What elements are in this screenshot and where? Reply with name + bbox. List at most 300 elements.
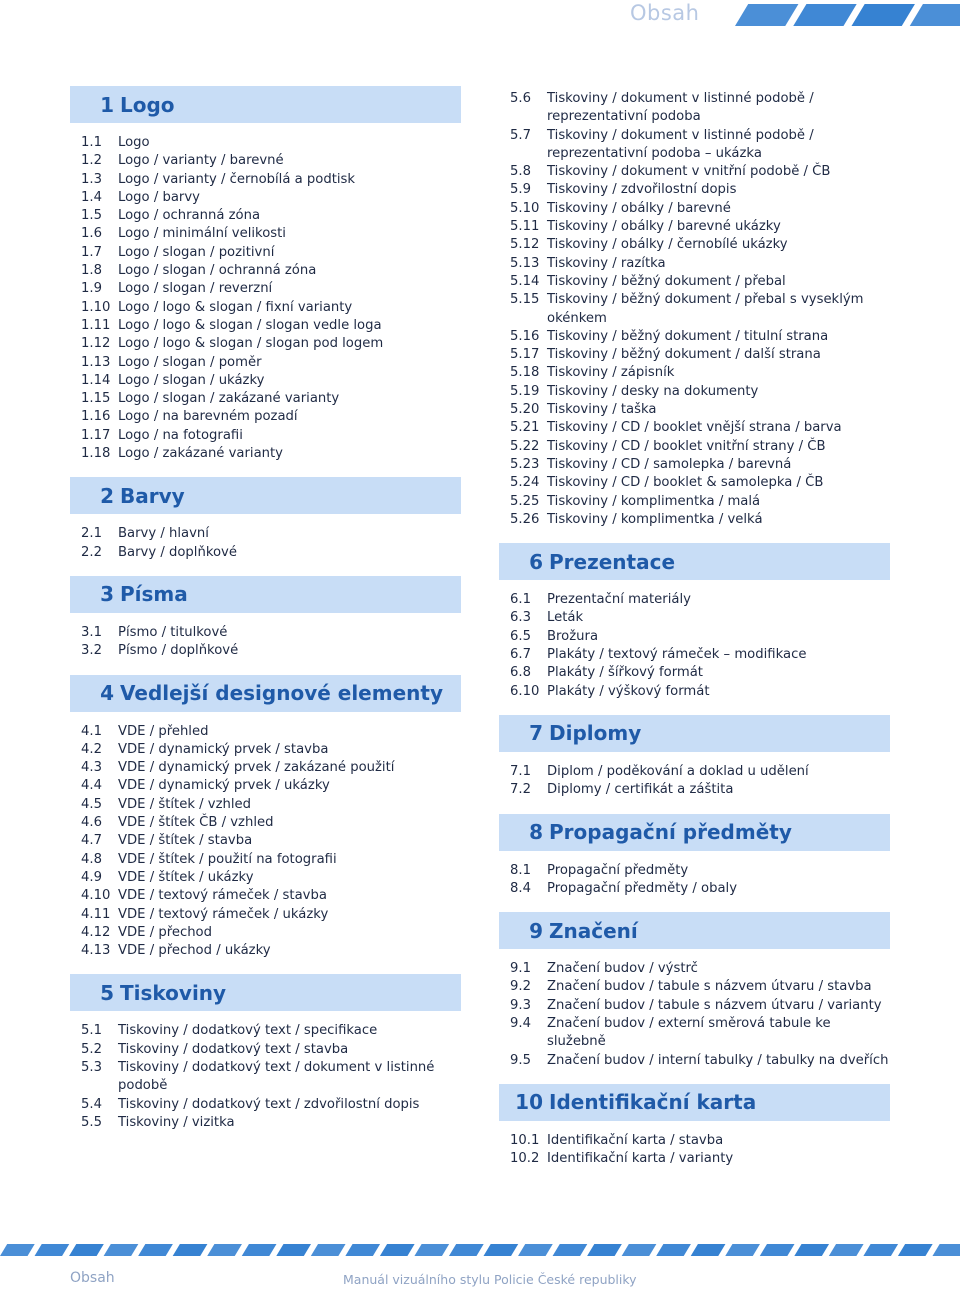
toc-entry-number: 3.1	[81, 624, 102, 640]
toc-entry-title: VDE / štítek / stavba	[118, 833, 253, 849]
toc-entry[interactable]	[70, 525, 461, 543]
toc-entry-title: Tiskoviny / obálky / černobílé ukázky	[547, 237, 788, 253]
toc-entry[interactable]	[499, 862, 890, 880]
toc-entry-number: 7.1	[510, 763, 531, 779]
toc-entry-title: Plakáty / textový rámeček – modifikace	[547, 647, 807, 663]
toc-entry-number: 1.2	[81, 153, 102, 169]
toc-entry-number: 1.6	[81, 226, 102, 242]
toc-entry[interactable]	[499, 474, 890, 492]
toc-entry-number: 2.2	[81, 544, 102, 560]
toc-entry[interactable]	[70, 1114, 461, 1132]
footer-manual-title: Manuál vizuálního stylu Policie České republiky	[343, 1272, 637, 1287]
toc-entry[interactable]	[499, 960, 890, 978]
toc-entry-title: Písmo / titulkové	[118, 624, 228, 640]
toc-entry-number: 5.20	[510, 402, 540, 418]
stripe-segment	[69, 1244, 104, 1256]
toc-entry-title: Tiskoviny / dokument v vnitřní podobě / ČB	[547, 164, 831, 180]
toc-entry[interactable]	[499, 383, 890, 401]
stripe-segment	[852, 4, 915, 26]
section-number: 4	[100, 681, 114, 706]
toc-entry-number: 10.2	[510, 1151, 540, 1167]
toc-entry-title: Brožura	[547, 628, 599, 644]
toc-entry-number: 6.7	[510, 647, 531, 663]
toc-entry-number: 10.1	[510, 1132, 540, 1148]
toc-item-list	[499, 1132, 890, 1169]
section-title: Značení	[549, 918, 638, 943]
toc-entry-number: 4.5	[81, 796, 102, 812]
toc-entry-number: 5.3	[81, 1059, 102, 1075]
section-title: Propagační předměty	[549, 820, 792, 844]
toc-entry[interactable]	[70, 299, 461, 317]
toc-entry-number: 1.4	[81, 189, 102, 205]
toc-entry-number: 6.1	[510, 592, 531, 608]
toc-entry-number: 5.6	[510, 91, 531, 106]
toc-entry[interactable]	[499, 1015, 890, 1052]
toc-entry-number: 9.4	[510, 1015, 531, 1031]
stripe-segment	[587, 1244, 622, 1256]
toc-entry-number: 1.17	[81, 427, 111, 443]
page-header-title: Obsah	[630, 1, 700, 25]
toc-entry[interactable]	[70, 1059, 461, 1096]
toc-entry-title: VDE / přehled	[118, 723, 209, 739]
toc-entry-title: Logo / na fotografii	[118, 427, 243, 443]
toc-entry-number: 5.25	[510, 493, 540, 509]
toc-item-list	[70, 525, 461, 562]
section-number: 3	[100, 582, 114, 607]
toc-entry-title: Písmo / doplňkové	[118, 643, 239, 659]
toc-entry-number: 1.16	[81, 409, 111, 425]
toc-entry[interactable]	[499, 683, 890, 701]
toc-entry[interactable]	[499, 591, 890, 609]
toc-entry-number: 2.1	[81, 526, 102, 542]
toc-entry-number: 4.9	[81, 869, 102, 885]
toc-entry[interactable]	[70, 1041, 461, 1059]
toc-entry[interactable]	[70, 887, 461, 905]
toc-entry-number: 4.7	[81, 833, 102, 849]
toc-entry-title: Tiskoviny / dodatkový text / zdvořilostní dopis	[118, 1096, 420, 1112]
toc-entry[interactable]	[70, 832, 461, 850]
toc-entry[interactable]	[70, 924, 461, 942]
toc-entry[interactable]	[499, 763, 890, 781]
toc-entry-title: Značení budov / tabule s názvem útvaru / stavba	[547, 979, 872, 995]
stripe-segment	[793, 4, 856, 26]
section-heading[interactable]	[499, 543, 890, 580]
section-number: 8	[529, 820, 543, 844]
toc-entry-number: 5.16	[510, 328, 540, 344]
toc-entry-number: 1.3	[81, 171, 102, 187]
section-title: Tiskoviny	[120, 980, 227, 1005]
toc-entry[interactable]	[499, 438, 890, 456]
toc-entry-number: 1.11	[81, 317, 111, 333]
toc-entry[interactable]	[499, 628, 890, 646]
toc-entry-title: Tiskoviny / komplimentka / velká	[547, 511, 763, 527]
toc-entry-title: Identifikační karta / varianty	[547, 1151, 734, 1167]
toc-entry-number: 7.2	[510, 782, 531, 798]
toc-entry-number: 5.23	[510, 456, 540, 472]
toc-entry[interactable]	[70, 335, 461, 353]
footer-stripes-decoration	[0, 1244, 960, 1266]
toc-entry-title: Logo / logo & slogan / fixní varianty	[118, 299, 353, 315]
toc-entry[interactable]	[499, 255, 890, 273]
stripe-segment	[735, 4, 798, 26]
toc-entry-number: 5.21	[510, 420, 540, 436]
toc-entry[interactable]	[499, 646, 890, 664]
toc-entry-title: VDE / štítek ČB / vzhled	[118, 815, 274, 831]
toc-entry[interactable]	[70, 408, 461, 426]
toc-entry[interactable]	[499, 609, 890, 627]
toc-entry-title: Tiskoviny / běžný dokument / přebal s vyseklým okénkem	[547, 292, 864, 326]
toc-entry-title: Značení budov / tabule s názvem útvaru / varianty	[547, 997, 882, 1013]
toc-entry-title: Značení budov / výstrč	[547, 961, 698, 977]
stripe-segment	[207, 1244, 242, 1256]
toc-entry[interactable]	[70, 262, 461, 280]
toc-entry[interactable]	[70, 1096, 461, 1114]
stripe-segment	[898, 1244, 933, 1256]
toc-entry-number: 8.4	[510, 880, 531, 896]
section-heading[interactable]	[499, 912, 890, 949]
toc-entry-title: Prezentační materiály	[547, 592, 691, 608]
section-heading[interactable]	[70, 86, 461, 123]
stripe-segment	[484, 1244, 519, 1256]
toc-entry[interactable]	[70, 390, 461, 408]
toc-entry-title: Plakáty / šířkový formát	[547, 665, 703, 681]
toc-entry-title: Diplom / poděkování a doklad u udělení	[547, 763, 809, 779]
toc-entry-title: Tiskoviny / desky na dokumenty	[547, 383, 759, 399]
stripe-segment	[35, 1244, 70, 1256]
toc-entry-title: Tiskoviny / obálky / barevné	[547, 200, 731, 216]
toc-entry-title: Logo / zakázané varianty	[118, 446, 283, 462]
toc-entry-title: Tiskoviny / dodatkový text / specifikace	[118, 1023, 378, 1039]
toc-entry-title: Logo	[118, 135, 150, 150]
toc-entry[interactable]	[70, 796, 461, 814]
toc-entry[interactable]	[499, 328, 890, 346]
toc-entry[interactable]	[499, 419, 890, 437]
toc-entry[interactable]	[70, 317, 461, 335]
toc-entry-title: Logo / slogan / ukázky	[118, 372, 265, 388]
stripe-segment	[104, 1244, 139, 1256]
section-heading[interactable]	[499, 814, 890, 851]
toc-entry[interactable]	[70, 134, 461, 152]
toc-entry-number: 5.5	[81, 1114, 102, 1130]
section-heading[interactable]	[70, 576, 461, 613]
toc-item-list	[499, 862, 890, 899]
toc-entry-number: 4.12	[81, 924, 111, 940]
toc-entry-title: Tiskoviny / dodatkový text / stavba	[118, 1041, 349, 1057]
toc-entry-title: Tiskoviny / zápisník	[547, 365, 675, 381]
toc-entry-title: Propagační předměty / obaly	[547, 880, 738, 896]
stripe-segment	[691, 1244, 726, 1256]
toc-entry[interactable]	[499, 493, 890, 511]
toc-entry-title: VDE / dynamický prvek / stavba	[118, 741, 329, 757]
toc-entry-title: Tiskoviny / obálky / barevné ukázky	[547, 219, 781, 235]
toc-entry-title: Identifikační karta / stavba	[547, 1132, 724, 1148]
toc-entry-title: Tiskoviny / taška	[547, 402, 657, 418]
section-heading[interactable]	[499, 715, 890, 752]
stripe-segment	[414, 1244, 449, 1256]
toc-entry-title: Tiskoviny / dokument v listinné podobě / reprezentativní podoba	[547, 91, 814, 125]
stripe-segment	[910, 4, 960, 26]
stripe-segment	[518, 1244, 553, 1256]
toc-entry-title: Logo / slogan / pozitivní	[118, 244, 275, 260]
toc-entry-title: Tiskoviny / běžný dokument / přebal	[547, 273, 786, 289]
toc-entry[interactable]	[70, 624, 461, 642]
toc-item-list	[499, 591, 890, 701]
stripe-segment	[345, 1244, 380, 1256]
toc-entry-number: 5.15	[510, 292, 540, 308]
toc-entry[interactable]	[70, 851, 461, 869]
toc-entry-title: Tiskoviny / dokument v listinné podobě / reprezentativní podoba – ukázka	[547, 127, 814, 161]
toc-entry-number: 4.2	[81, 741, 102, 757]
toc-entry-number: 1.10	[81, 299, 111, 315]
toc-entry[interactable]	[499, 401, 890, 419]
toc-entry[interactable]	[499, 163, 890, 181]
section-number: 7	[529, 721, 543, 746]
toc-entry-number: 5.9	[510, 182, 531, 198]
toc-entry-number: 4.6	[81, 815, 102, 831]
section-number: 2	[100, 483, 114, 508]
toc-entry-number: 4.3	[81, 760, 102, 776]
toc-entry-number: 5.26	[510, 511, 540, 527]
stripe-segment	[829, 1244, 864, 1256]
toc-entry-number: 4.8	[81, 851, 102, 867]
stripe-segment	[276, 1244, 311, 1256]
toc-entry-title: Tiskoviny / dodatkový text / dokument v listinné podobě	[118, 1059, 435, 1094]
toc-entry[interactable]	[499, 978, 890, 996]
toc-item-list	[499, 90, 890, 529]
toc-entry-number: 1.9	[81, 281, 102, 297]
section-number: 9	[529, 918, 543, 943]
toc-entry-number: 5.18	[510, 365, 540, 381]
toc-item-list	[70, 723, 461, 961]
section-title: Identifikační karta	[549, 1090, 757, 1115]
toc-entry-title: Logo / varianty / černobílá a podtisk	[118, 171, 356, 187]
toc-entry-number: 6.8	[510, 665, 531, 681]
toc-entry-number: 5.8	[510, 164, 531, 180]
toc-entry-title: Logo / slogan / poměr	[118, 354, 262, 370]
toc-entry-number: 5.24	[510, 475, 540, 491]
toc-entry-number: 5.7	[510, 127, 531, 143]
toc-entry-title: Logo / ochranná zóna	[118, 208, 261, 224]
toc-entry-title: VDE / přechod	[118, 924, 212, 940]
section-title: Logo	[120, 92, 175, 117]
toc-entry[interactable]	[70, 207, 461, 225]
toc-entry[interactable]	[70, 445, 461, 463]
toc-entry[interactable]	[499, 127, 890, 164]
toc-entry[interactable]	[499, 1052, 890, 1070]
toc-entry-title: Logo / varianty / barevné	[118, 153, 284, 169]
stripe-segment	[173, 1244, 208, 1256]
toc-entry-number: 1.7	[81, 244, 102, 260]
toc-entry[interactable]	[70, 869, 461, 887]
toc-entry-number: 8.1	[510, 862, 531, 878]
stripe-segment	[622, 1244, 657, 1256]
toc-entry-number: 1.5	[81, 208, 102, 224]
toc-entry-title: Značení budov / externí směrová tabule ke služebně	[547, 1015, 831, 1050]
toc-entry-number: 5.14	[510, 273, 540, 289]
toc-entry-title: Logo / minimální velikosti	[118, 226, 286, 242]
toc-entry[interactable]	[499, 291, 890, 328]
toc-entry[interactable]	[70, 427, 461, 445]
toc-entry-title: Tiskoviny / vizitka	[118, 1114, 235, 1130]
toc-entry[interactable]	[70, 171, 461, 189]
stripe-segment	[449, 1244, 484, 1256]
toc-entry-title: VDE / štítek / použití na fotografii	[118, 851, 337, 867]
toc-entry-title: Tiskoviny / razítka	[547, 255, 666, 271]
toc-entry-number: 6.5	[510, 628, 531, 644]
section-title: Diplomy	[549, 721, 642, 746]
toc-entry-number: 6.3	[510, 610, 531, 626]
section-heading[interactable]	[499, 1084, 890, 1121]
stripe-segment	[311, 1244, 346, 1256]
stripe-segment	[863, 1244, 898, 1256]
toc-entry-number: 4.4	[81, 778, 102, 794]
toc-item-list	[70, 1022, 461, 1132]
section-number: 6	[529, 549, 543, 574]
section-number: 10	[515, 1090, 543, 1115]
toc-entry[interactable]	[499, 1132, 890, 1150]
toc-entry-number: 5.11	[510, 219, 540, 235]
toc-entry[interactable]	[70, 372, 461, 390]
toc-entry-title: Diplomy / certifikát a záštita	[547, 782, 734, 798]
toc-right-column	[499, 86, 890, 1182]
footer-section-label: Obsah	[70, 1270, 115, 1286]
toc-entry[interactable]	[70, 741, 461, 759]
toc-entry[interactable]	[499, 364, 890, 382]
toc-entry-title: Propagační předměty	[547, 862, 689, 878]
toc-entry[interactable]	[70, 152, 461, 170]
toc-entry-number: 1.8	[81, 263, 102, 279]
section-title: Vedlejší designové elementy	[120, 681, 443, 706]
section-title: Barvy	[120, 483, 185, 508]
toc-item-list	[70, 134, 461, 463]
toc-entry-number: 9.3	[510, 997, 531, 1013]
toc-entry[interactable]	[70, 814, 461, 832]
toc-entry[interactable]	[70, 906, 461, 924]
toc-entry-title: Barvy / doplňkové	[118, 544, 237, 560]
stripe-segment	[760, 1244, 795, 1256]
toc-entry[interactable]	[70, 1022, 461, 1040]
toc-entry-title: Tiskoviny / zdvořilostní dopis	[547, 182, 737, 198]
toc-entry[interactable]	[499, 664, 890, 682]
toc-entry[interactable]	[499, 1150, 890, 1168]
stripe-segment	[138, 1244, 173, 1256]
toc-entry-title: Tiskoviny / komplimentka / malá	[547, 493, 761, 509]
toc-entry-title: VDE / dynamický prvek / ukázky	[118, 778, 330, 794]
toc-entry-number: 1.12	[81, 336, 111, 352]
toc-entry[interactable]	[499, 456, 890, 474]
stripe-segment	[380, 1244, 415, 1256]
toc-entry[interactable]	[70, 759, 461, 777]
header-stripes-decoration	[735, 4, 960, 26]
toc-entry-number: 3.2	[81, 643, 102, 659]
toc-entry-title: Tiskoviny / CD / samolepka / barevná	[547, 456, 792, 472]
section-title: Prezentace	[549, 549, 676, 574]
section-heading[interactable]	[70, 675, 461, 712]
toc-entry[interactable]	[499, 346, 890, 364]
toc-item-list	[499, 960, 890, 1070]
toc-entry-number: 1.18	[81, 446, 111, 462]
toc-entry[interactable]	[499, 90, 890, 127]
toc-entry-title: VDE / štítek / vzhled	[118, 796, 252, 812]
toc-entry-title: Logo / slogan / reverzní	[118, 281, 273, 297]
toc-entry[interactable]	[499, 880, 890, 898]
toc-entry-title: Logo / slogan / ochranná zóna	[118, 263, 317, 279]
toc-entry-number: 9.1	[510, 961, 531, 977]
toc-entry-number: 4.11	[81, 906, 111, 922]
toc-entry-number: 1.15	[81, 391, 111, 407]
toc-entry[interactable]	[70, 544, 461, 562]
toc-entry-title: Značení budov / interní tabulky / tabulky na dveřích	[547, 1052, 889, 1068]
toc-entry[interactable]	[499, 781, 890, 799]
stripe-segment	[0, 1244, 35, 1256]
toc-entry-number: 5.12	[510, 237, 540, 253]
toc-entry-number: 1.14	[81, 372, 111, 388]
toc-entry-number: 5.17	[510, 347, 540, 363]
toc-left-column	[70, 86, 461, 1146]
toc-entry-number: 9.5	[510, 1052, 531, 1068]
toc-entry-number: 5.2	[81, 1041, 102, 1057]
toc-entry[interactable]	[499, 236, 890, 254]
toc-entry-number: 9.2	[510, 979, 531, 995]
toc-entry[interactable]	[499, 200, 890, 218]
toc-entry-number: 5.13	[510, 255, 540, 271]
toc-item-list	[499, 763, 890, 800]
toc-entry[interactable]	[70, 189, 461, 207]
toc-entry-title: Leták	[547, 610, 584, 626]
toc-entry-title: Plakáty / výškový formát	[547, 683, 710, 699]
toc-entry[interactable]	[70, 942, 461, 960]
section-number: 5	[100, 980, 114, 1005]
toc-entry[interactable]	[499, 273, 890, 291]
toc-entry-title: Logo / logo & slogan / slogan vedle loga	[118, 317, 382, 333]
toc-entry[interactable]	[499, 997, 890, 1015]
toc-entry-title: VDE / přechod / ukázky	[118, 943, 271, 959]
toc-entry[interactable]	[70, 280, 461, 298]
toc-entry[interactable]	[499, 181, 890, 199]
stripe-segment	[725, 1244, 760, 1256]
toc-entry-number: 4.10	[81, 888, 111, 904]
toc-entry[interactable]	[70, 244, 461, 262]
toc-entry-title: Logo / barvy	[118, 189, 200, 205]
section-title: Písma	[120, 582, 188, 607]
toc-entry[interactable]	[70, 642, 461, 660]
toc-entry-title: Tiskoviny / běžný dokument / další strana	[547, 347, 821, 363]
toc-entry-title: Logo / slogan / zakázané varianty	[118, 391, 340, 407]
section-heading[interactable]	[70, 477, 461, 514]
toc-entry[interactable]	[70, 723, 461, 741]
stripe-segment	[794, 1244, 829, 1256]
toc-entry[interactable]	[70, 777, 461, 795]
toc-entry[interactable]	[499, 218, 890, 236]
toc-entry[interactable]	[70, 354, 461, 372]
toc-entry-title: VDE / textový rámeček / ukázky	[118, 906, 329, 922]
toc-entry-title: Barvy / hlavní	[118, 526, 209, 542]
toc-entry-title: Tiskoviny / CD / booklet & samolepka / ČB	[547, 475, 824, 491]
toc-entry-title: VDE / textový rámeček / stavba	[118, 888, 327, 904]
toc-entry[interactable]	[70, 225, 461, 243]
toc-entry-number: 4.1	[81, 723, 102, 739]
section-number: 1	[100, 92, 114, 117]
toc-entry-number: 5.19	[510, 383, 540, 399]
toc-entry-title: Tiskoviny / CD / booklet vnitřní strany / ČB	[547, 438, 826, 454]
toc-entry-title: Logo / logo & slogan / slogan pod logem	[118, 336, 384, 352]
stripe-segment	[932, 1244, 960, 1256]
toc-entry-title: Logo / na barevném pozadí	[118, 409, 298, 425]
toc-entry[interactable]	[499, 511, 890, 529]
toc-entry-number: 1.1	[81, 135, 102, 150]
section-heading[interactable]	[70, 974, 461, 1011]
toc-entry-number: 6.10	[510, 683, 540, 699]
